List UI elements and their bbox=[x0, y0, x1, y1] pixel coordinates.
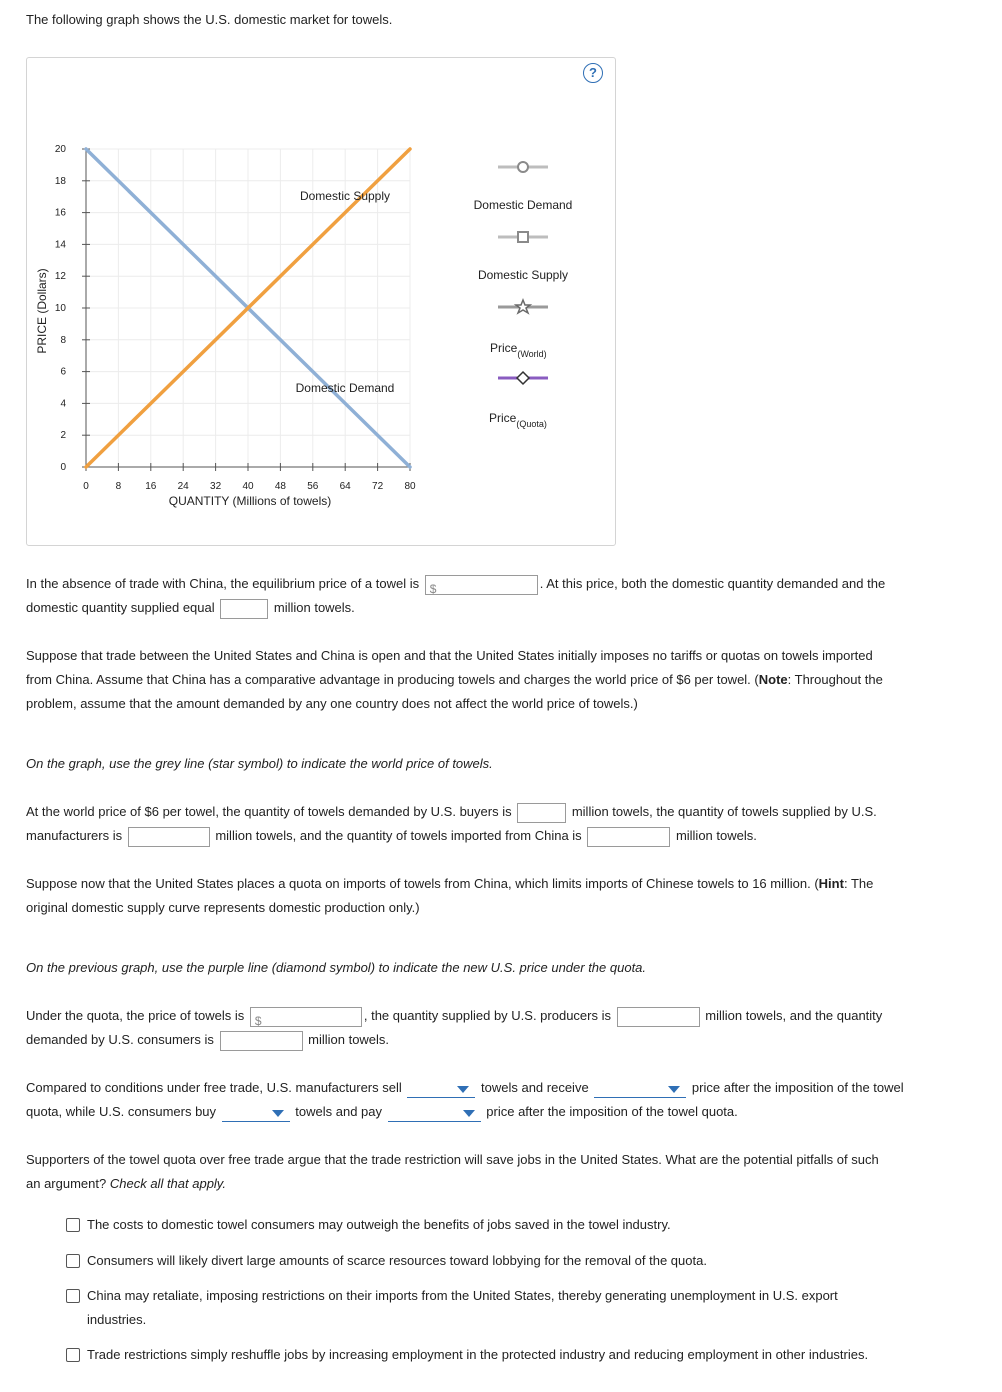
legend-supply-label: Domestic Supply bbox=[477, 268, 569, 282]
q4-line1: Compared to conditions under free trade, U.S. manufacturers sell towels and receive price after the imposition of the towel bbox=[26, 1076, 956, 1100]
x-tick-label: 80 bbox=[404, 481, 416, 492]
y-axis-label: PRICE (Dollars) bbox=[35, 268, 49, 354]
option-3-label[interactable]: China may retaliate, imposing restrictions on their imports from the United States, thereby generating unemployment in U.S. export bbox=[87, 1288, 838, 1303]
y-tick-label: 14 bbox=[54, 239, 66, 251]
x-tick-label: 0 bbox=[83, 481, 89, 492]
para-pitfalls-2: an argument? Check all that apply. bbox=[26, 1176, 226, 1191]
y-tick-label: 0 bbox=[60, 462, 66, 473]
consumers-buy-select[interactable] bbox=[222, 1104, 290, 1122]
x-tick-label: 16 bbox=[145, 481, 157, 492]
chevron-down-icon bbox=[668, 1086, 680, 1093]
legend-quota-price[interactable] bbox=[489, 372, 548, 429]
q2-line1: At the world price of $6 per towel, the quantity of towels demanded by U.S. buyers is million towels, the quantity of towels supplied by U.S. bbox=[26, 800, 956, 824]
x-tick-label: 64 bbox=[339, 481, 351, 492]
square-icon bbox=[518, 232, 528, 242]
help-icon: ? bbox=[589, 65, 597, 80]
q1-line2: domestic quantity supplied equal million towels. bbox=[26, 596, 956, 620]
circle-icon bbox=[518, 162, 528, 172]
demand-annotation: Domestic Demand bbox=[295, 381, 395, 395]
y-tick-label: 12 bbox=[54, 271, 66, 283]
x-tick-label: 8 bbox=[115, 481, 122, 492]
q1-line1: In the absence of trade with China, the equilibrium price of a towel is $ . At this price, both the domestic quantity demanded and the bbox=[26, 576, 886, 596]
legend-demand-label: Domestic Demand bbox=[473, 198, 573, 212]
equilibrium-quantity-input[interactable] bbox=[220, 599, 268, 619]
y-tick-label: 2 bbox=[60, 430, 66, 442]
legend-demand[interactable] bbox=[474, 162, 573, 212]
instruction-world-price: On the graph, use the grey line (star symbol) to indicate the world price of towels. bbox=[26, 756, 493, 771]
manufacturers-price-select[interactable] bbox=[594, 1080, 686, 1098]
x-tick-label: 56 bbox=[307, 481, 319, 492]
y-tick-label: 20 bbox=[54, 144, 66, 155]
instruction-quota-price: On the previous graph, use the purple line (diamond symbol) to indicate the new U.S. price under the quota. bbox=[26, 960, 647, 975]
x-tick-label: 48 bbox=[274, 481, 286, 492]
legend-world-price[interactable] bbox=[490, 300, 548, 359]
checkbox-option-4[interactable] bbox=[66, 1348, 80, 1362]
imports-input[interactable] bbox=[587, 827, 670, 847]
qd-world-input[interactable] bbox=[517, 803, 566, 823]
intro-text: The following graph shows the U.S. domestic market for towels. bbox=[26, 12, 393, 27]
para-quota-2: original domestic supply curve represents domestic production only.) bbox=[26, 900, 420, 915]
chart-svg[interactable] bbox=[0, 0, 1002, 560]
consumers-price-select[interactable] bbox=[388, 1104, 481, 1122]
x-tick-label: 32 bbox=[210, 481, 222, 492]
qs-world-input[interactable] bbox=[128, 827, 210, 847]
y-tick-label: 10 bbox=[54, 303, 66, 314]
y-tick-label: 16 bbox=[54, 207, 66, 219]
y-tick-label: 18 bbox=[54, 175, 66, 187]
supply-annotation: Domestic Supply bbox=[299, 189, 391, 203]
y-tick-label: 4 bbox=[60, 398, 66, 410]
x-tick-label: 24 bbox=[177, 481, 189, 492]
option-2-label[interactable]: Consumers will likely divert large amounts of scarce resources toward lobbying for the removal of the quota. bbox=[87, 1253, 707, 1268]
checkbox-option-3[interactable] bbox=[66, 1289, 80, 1303]
quota-price-input[interactable]: $ bbox=[250, 1007, 362, 1027]
star-icon bbox=[516, 300, 530, 313]
legend-supply[interactable] bbox=[478, 232, 568, 282]
q2-line2: manufacturers is million towels, and the quantity of towels imported from China is million towels. bbox=[26, 824, 956, 848]
x-tick-label: 40 bbox=[242, 481, 254, 492]
chevron-down-icon bbox=[463, 1110, 475, 1117]
option-3-label-cont[interactable]: industries. bbox=[87, 1312, 147, 1327]
y-tick-label: 6 bbox=[60, 366, 66, 378]
para-trade-3: problem, assume that the amount demanded by any one country does not affect the world price of towels.) bbox=[26, 696, 638, 711]
checkbox-option-2[interactable] bbox=[66, 1254, 80, 1268]
para-trade-1: Suppose that trade between the United States and China is open and that the United States initially imposes no tariffs or quotas on towels imported bbox=[26, 648, 873, 663]
chevron-down-icon bbox=[457, 1086, 469, 1093]
equilibrium-price-input[interactable]: $ bbox=[425, 575, 538, 595]
x-tick-label: 72 bbox=[372, 481, 384, 492]
chevron-down-icon bbox=[272, 1110, 284, 1117]
y-tick-label: 8 bbox=[60, 334, 66, 346]
legend-quota-label: Price$_{(Quota)}$ bbox=[489, 411, 547, 429]
checkbox-option-1[interactable] bbox=[66, 1218, 80, 1232]
x-axis-label: QUANTITY (Millions of towels) bbox=[168, 494, 332, 508]
legend-world-label: Price$_{(World)}$ bbox=[490, 341, 547, 359]
quota-qd-input[interactable] bbox=[220, 1031, 303, 1051]
quota-qs-input[interactable] bbox=[617, 1007, 700, 1027]
manufacturers-sell-select[interactable] bbox=[407, 1080, 475, 1098]
q4-line2: quota, while U.S. consumers buy towels and pay price after the imposition of the towel quota. bbox=[26, 1100, 956, 1124]
option-1-label[interactable]: The costs to domestic towel consumers may outweigh the benefits of jobs saved in the towel industry. bbox=[87, 1217, 671, 1232]
option-4-label[interactable]: Trade restrictions simply reshuffle jobs by increasing employment in the protected industry and reducing employment in other industries. bbox=[87, 1347, 869, 1362]
para-pitfalls-1: Supporters of the towel quota over free trade argue that the trade restriction will save jobs in the United States. What are the potential pitfalls of such bbox=[26, 1152, 879, 1167]
para-trade-2: from China. Assume that China has a comparative advantage in producing towels and charges the world price of $6 per towel. (Note: Throughout the bbox=[26, 672, 883, 687]
para-quota-1: Suppose now that the United States places a quota on imports of towels from China, which limits imports of Chinese towels to 16 million. (Hint: The bbox=[26, 876, 874, 891]
q3-line2: demanded by U.S. consumers is million towels. bbox=[26, 1028, 956, 1052]
diamond-icon bbox=[517, 372, 529, 384]
q3-line1: Under the quota, the price of towels is $ , the quantity supplied by U.S. producers is million towels, and the quantity bbox=[26, 1008, 883, 1028]
